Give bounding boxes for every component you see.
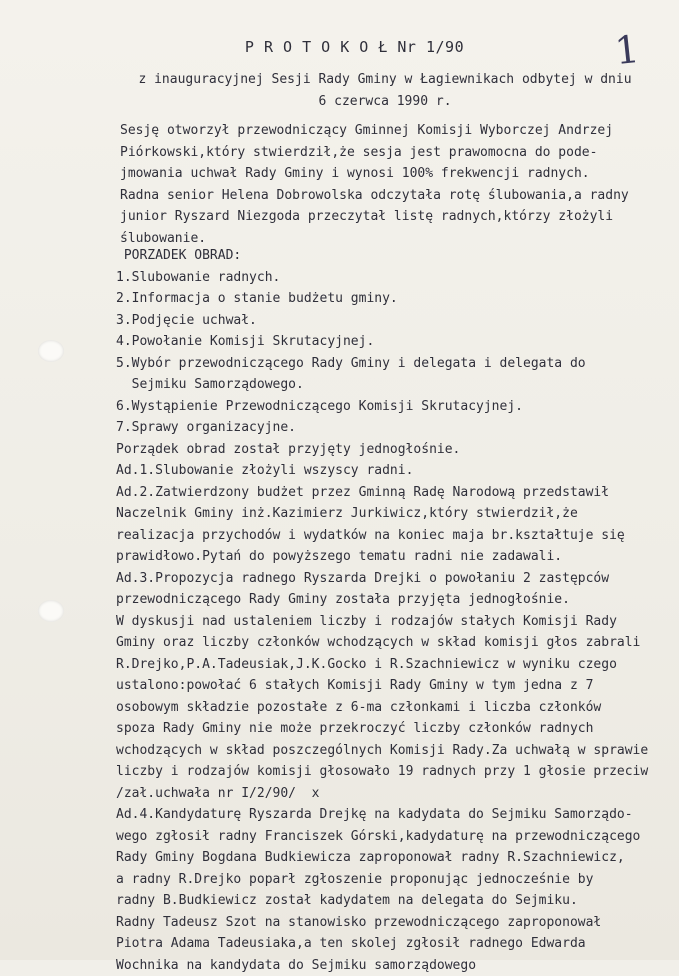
text-line: Sejmiku Samorządowego. — [116, 374, 679, 396]
text-line: liczby i rodzajów komisji głosowało 19 radnych przy 1 głosie przeciw — [116, 761, 679, 783]
text-line: prawidłowo.Pytań do powyższego tematu radni nie zadawali. — [116, 546, 679, 568]
subtitle-line: 6 czerwca 1990 r. — [120, 92, 650, 114]
text-line: a radny R.Drejko poparł zgłoszenie proponując jednocześnie by — [116, 869, 679, 891]
text-line: Sesję otworzył przewodniczący Gminnej Komisji Wyborczej Andrzej — [120, 120, 665, 142]
intro-paragraph — [120, 120, 665, 249]
text-line: Gminy oraz liczby członków wchodzących w skład komisji głos zabrali — [116, 632, 679, 654]
text-line: 6.Wystąpienie Przewodniczącego Komisji Skrutacyjnej. — [116, 396, 679, 418]
text-line: 2.Informacja o stanie budżetu gminy. — [116, 288, 679, 310]
text-line: Ad.4.Kandydaturę Ryszarda Drejkę na kadydata do Sejmiku Samorządo- — [116, 804, 679, 826]
text-line: spoza Rady Gminy nie może przekroczyć liczby członków radnych — [116, 718, 679, 740]
text-line: realizacja przychodów i wydatków na koniec maja br.kształtuje się — [116, 525, 679, 547]
text-line: Ad.1.Slubowanie złożyli wszyscy radni. — [116, 460, 679, 482]
text-line: 7.Sprawy organizacyjne. — [116, 417, 679, 439]
text-line: W dyskusji nad ustaleniem liczby i rodzajów stałych Komisji Rady — [116, 611, 679, 633]
text-line: R.Drejko,P.A.Tadeusiak,J.K.Gocko i R.Szachniewicz w wyniku czego — [116, 654, 679, 676]
text-line: 4.Powołanie Komisji Skrutacyjnej. — [116, 331, 679, 353]
subtitle-line: z inauguracyjnej Sesji Rady Gminy w Łagiewnikach odbytej w dniu — [120, 70, 650, 92]
text-line: radny B.Budkiewicz został kadydatem na delegata do Sejmiku. — [116, 890, 679, 912]
text-line: Ad.2.Zatwierdzony budżet przez Gminną Radę Narodową przedstawił — [116, 482, 679, 504]
text-line: jmowania uchwał Rady Gminy i wynosi 100% frekwencji radnych. — [120, 163, 665, 185]
text-line: Rady Gminy Bogdana Budkiewicza zaproponował radny R.Szachniewicz, — [116, 847, 679, 869]
agenda-and-minutes — [116, 245, 679, 976]
text-line: Radny Tadeusz Szot na stanowisko przewodniczącego zaproponował — [116, 912, 679, 934]
text-line: ustalono:powołać 6 stałych Komisji Rady Gminy w tym jedna z 7 — [116, 675, 679, 697]
text-line: ślubowanie. — [120, 228, 665, 250]
text-line: 5.Wybór przewodniczącego Rady Gminy i delegata i delegata do — [116, 353, 679, 375]
text-line: 1.Slubowanie radnych. — [116, 267, 679, 289]
text-line: junior Ryszard Niezgoda przeczytał listę radnych,którzy złożyli — [120, 206, 665, 228]
text-line: Naczelnik Gminy inż.Kazimierz Jurkiwicz,który stwierdził,że — [116, 503, 679, 525]
text-line: przewodniczącego Rady Gminy została przyjęta jednogłośnie. — [116, 589, 679, 611]
text-line: Piotra Adama Tadeusiaka,a ten skolej zgłosił radnego Edwarda — [116, 933, 679, 955]
text-line: Radna senior Helena Dobrowolska odczytała rotę ślubowania,a radny — [120, 185, 665, 207]
text-line: Wochnika na kandydata do Sejmiku samorządowego — [116, 955, 679, 976]
text-line: osobowym składzie pozostałe z 6-ma członkami i liczba członków — [116, 697, 679, 719]
text-line: /zał.uchwała nr I/2/90/ x — [116, 783, 679, 805]
text-line: PORZADEK OBRAD: — [116, 245, 679, 267]
text-line: wego zgłosił radny Franciszek Górski,kadydaturę na przewodniczącego — [116, 826, 679, 848]
text-line: Piórkowski,który stwierdził,że sesja jest prawomocna do pode- — [120, 142, 665, 164]
document-title: P R O T O K O Ł Nr 1/90 — [0, 38, 679, 56]
text-line: Porządek obrad został przyjęty jednogłośnie. — [116, 439, 679, 461]
handwritten-page-number: 1 — [613, 27, 642, 73]
document-subtitle — [120, 70, 650, 113]
punch-hole — [38, 600, 64, 622]
punch-hole — [38, 340, 64, 362]
text-line: wchodzących w skład poszczególnych Komisji Rady.Za uchwałą w sprawie — [116, 740, 679, 762]
text-line: Ad.3.Propozycja radnego Ryszarda Drejki o powołaniu 2 zastępców — [116, 568, 679, 590]
text-line: 3.Podjęcie uchwał. — [116, 310, 679, 332]
